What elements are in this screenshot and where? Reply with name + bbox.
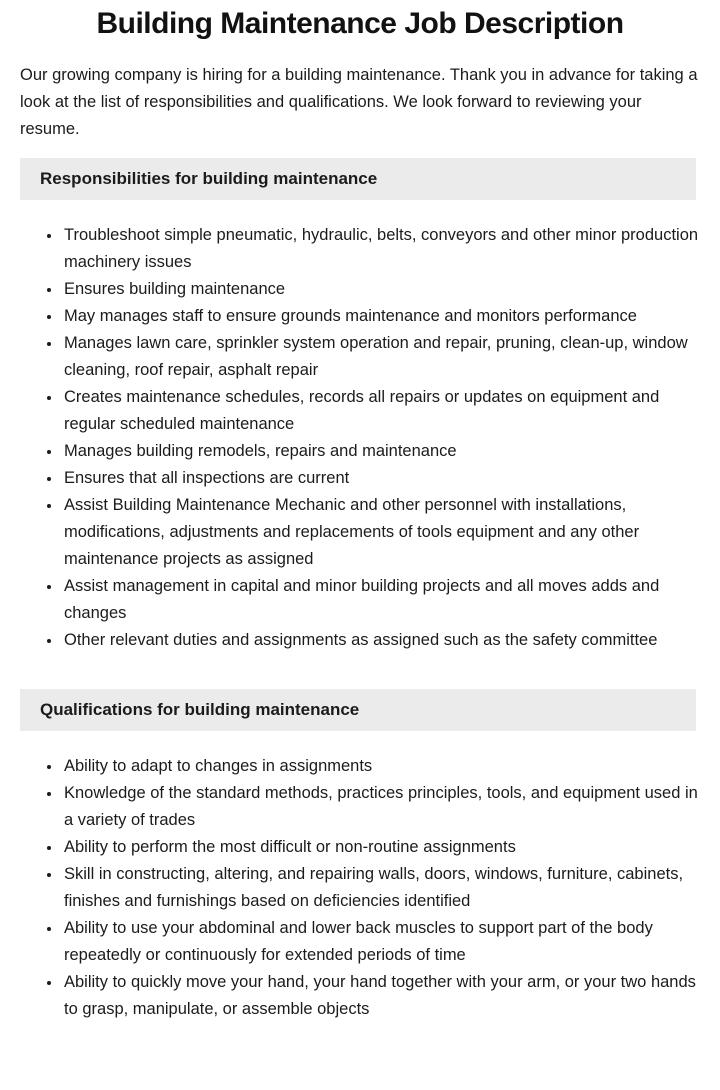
qualifications-item: • Knowledge of the standard methods, practices principles, tools, and equipment used in a variety of trades: [62, 780, 700, 834]
responsibilities-item: • Creates maintenance schedules, records all repairs or updates on equipment and regular scheduled maintenance: [62, 384, 700, 438]
qualifications-item: • Ability to perform the most difficult or non-routine assignments: [62, 834, 700, 861]
qualifications-item: • Ability to quickly move your hand, your hand together with your arm, or your two hands to grasp, manipulate, or assemble objects: [62, 969, 700, 1023]
responsibilities-item: • Other relevant duties and assignments as assigned such as the safety committee: [62, 627, 700, 654]
job-description-document: [0, 6, 720, 1023]
responsibilities-list: [20, 222, 700, 654]
qualifications-item: • Ability to use your abdominal and lower back muscles to support part of the body repeatedly or continuously for extended periods of time: [62, 915, 700, 969]
responsibilities-item: • Manages lawn care, sprinkler system operation and repair, pruning, clean-up, window cleaning, roof repair, asphalt repair: [62, 330, 700, 384]
responsibilities-item: • Manages building remodels, repairs and maintenance: [62, 438, 700, 465]
qualifications-item: • Skill in constructing, altering, and repairing walls, doors, windows, furniture, cabinets, finishes and furnishings based on deficiencies identified: [62, 861, 700, 915]
intro-paragraph: Our growing company is hiring for a building maintenance. Thank you in advance for taking a look at the list of responsibilities and qualifications. We look forward to reviewing your resume.: [20, 66, 698, 138]
responsibilities-item: • Ensures that all inspections are current: [62, 465, 700, 492]
qualifications-list: [20, 753, 700, 1023]
section-heading-qualifications-text: Qualifications for building maintenance: [40, 700, 360, 719]
qualifications-item: • Ability to adapt to changes in assignments: [62, 753, 700, 780]
page-title: Building Maintenance Job Description: [96, 7, 624, 40]
section-heading-responsibilities-text: Responsibilities for building maintenance: [40, 169, 378, 188]
responsibilities-item: • Ensures building maintenance: [62, 276, 700, 303]
responsibilities-item: • Assist management in capital and minor building projects and all moves adds and changes: [62, 573, 700, 627]
responsibilities-item: • Assist Building Maintenance Mechanic and other personnel with installations, modifications, adjustments and replacements of tools equipment and any other maintenance projects as assigned: [62, 492, 700, 573]
section-heading-responsibilities: [20, 158, 696, 200]
responsibilities-item: • Troubleshoot simple pneumatic, hydraulic, belts, conveyors and other minor production machinery issues: [62, 222, 700, 276]
section-heading-qualifications: [20, 689, 696, 731]
responsibilities-item: • May manages staff to ensure grounds maintenance and monitors performance: [62, 303, 700, 330]
section-gap: [20, 654, 700, 674]
